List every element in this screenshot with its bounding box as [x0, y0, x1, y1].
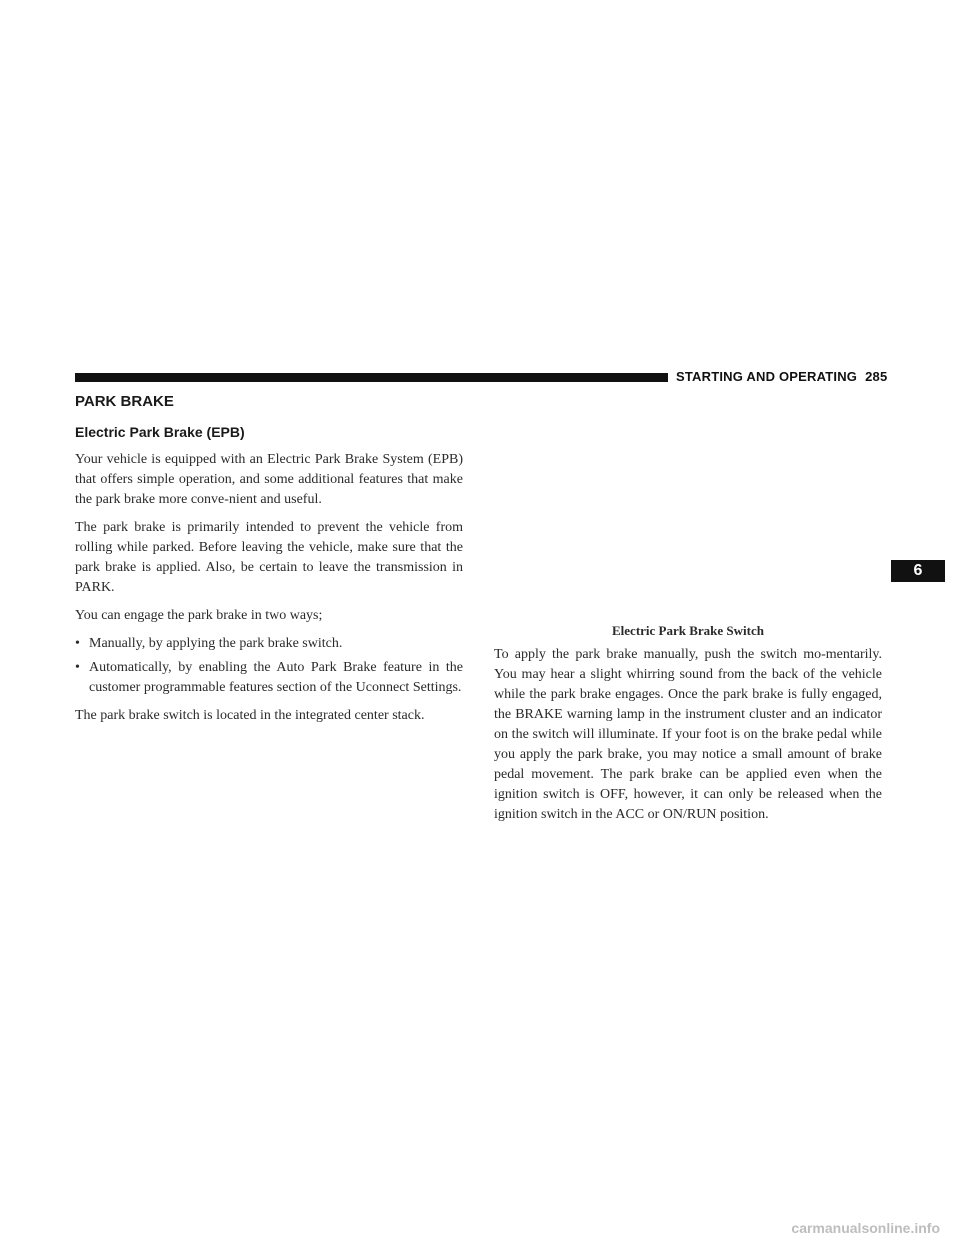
- section-title: PARK BRAKE: [75, 393, 174, 410]
- paragraph-switch-location: The park brake switch is located in the integrated center stack.: [75, 708, 425, 723]
- right-column: [494, 645, 882, 825]
- paragraph-purpose: The park brake is primarily intended to prevent the vehicle from rolling while parked. Before leaving the vehicle, make sure that the park brake is applied. Also, be certain to leave the transmission in PARK.: [75, 520, 463, 595]
- engage-methods-list: [75, 634, 463, 698]
- list-item-text: Automatically, by enabling the Auto Park Brake feature in the customer programmable features section of the Uconnect Settings.: [89, 660, 463, 695]
- bullet-glyph: •: [75, 636, 80, 651]
- watermark: carmanualsonline.info: [791, 1220, 940, 1236]
- chapter-tab: 6: [891, 560, 945, 582]
- paragraph-intro: Your vehicle is equipped with an Electric Park Brake System (EPB) that offers simple operation, and some additional features that make the park brake more conve-nient and useful.: [75, 452, 463, 507]
- running-header: [676, 369, 887, 384]
- header-rule: [75, 373, 668, 382]
- list-item: [75, 658, 463, 698]
- header-section-title: STARTING AND OPERATING: [676, 369, 858, 384]
- figure-caption: Electric Park Brake Switch: [612, 623, 764, 638]
- page-number: 285: [865, 369, 888, 384]
- list-item-text: Manually, by applying the park brake switch.: [89, 636, 343, 651]
- paragraph-apply-manually: To apply the park brake manually, push the switch mo-mentarily. You may hear a slight whirring sound from the back of the vehicle while the park brake engages. Once the park brake is fully engaged, the BRAKE warning lamp in the instrument cluster and an indicator on the switch will illuminate. If your foot is on the brake pedal while you apply the park brake, you may notice a small amount of brake pedal movement. The park brake can be applied even when the ignition switch is OFF, however, it can only be released when the ignition switch in the ACC or ON/RUN position.: [494, 647, 882, 822]
- bullet-glyph: •: [75, 660, 80, 675]
- list-item: [75, 634, 463, 654]
- subsection-title: Electric Park Brake (EPB): [75, 424, 245, 440]
- left-column: [75, 392, 463, 726]
- paragraph-engage: You can engage the park brake in two ways;: [75, 608, 323, 623]
